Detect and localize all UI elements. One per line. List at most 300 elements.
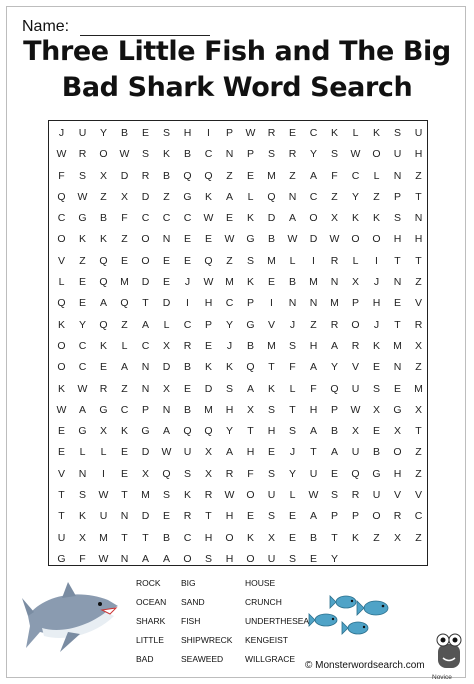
grid-letter[interactable]: G (183, 190, 192, 203)
grid-letter[interactable]: R (393, 510, 402, 523)
grid-letter[interactable]: V (57, 254, 65, 267)
grid-letter[interactable]: Q (162, 467, 171, 480)
grid-letter[interactable]: W (203, 276, 214, 289)
grid-letter[interactable]: K (120, 425, 128, 438)
grid-letter[interactable]: E (120, 446, 128, 459)
grid-letter[interactable]: E (120, 254, 128, 267)
grid-letter[interactable]: S (204, 552, 212, 565)
grid-letter[interactable]: N (162, 403, 171, 416)
grid-letter[interactable]: J (226, 339, 233, 352)
grid-letter[interactable]: X (414, 339, 422, 352)
grid-letter[interactable]: H (267, 425, 276, 438)
grid-letter[interactable]: Q (351, 467, 360, 480)
grid-letter[interactable]: S (393, 127, 401, 139)
grid-letter[interactable]: Z (415, 169, 422, 182)
grid-letter[interactable]: S (78, 169, 86, 182)
grid-letter[interactable]: X (246, 403, 254, 416)
grid-letter[interactable]: W (56, 403, 67, 416)
grid-letter[interactable]: S (246, 254, 254, 267)
grid-letter[interactable]: K (372, 339, 380, 352)
grid-letter[interactable]: A (99, 297, 107, 310)
grid-letter[interactable]: M (309, 276, 318, 289)
grid-letter[interactable]: Z (373, 531, 380, 544)
grid-letter[interactable]: P (330, 510, 338, 523)
grid-letter[interactable]: X (393, 531, 401, 544)
grid-letter[interactable]: J (289, 318, 296, 331)
grid-letter[interactable]: X (414, 403, 422, 416)
grid-letter[interactable]: S (267, 403, 275, 416)
grid-letter[interactable]: R (183, 339, 192, 352)
grid-letter[interactable]: N (288, 190, 297, 203)
grid-letter[interactable]: C (309, 190, 318, 203)
grid-letter[interactable]: J (373, 318, 380, 331)
grid-letter[interactable]: L (58, 276, 65, 289)
grid-letter[interactable]: G (78, 212, 87, 225)
grid-letter[interactable]: Q (99, 276, 108, 289)
grid-letter[interactable]: E (267, 446, 275, 459)
grid-letter[interactable]: K (57, 382, 65, 395)
grid-letter[interactable]: W (308, 489, 319, 502)
grid-letter[interactable]: T (415, 254, 422, 267)
grid-letter[interactable]: N (288, 297, 297, 310)
grid-letter[interactable]: C (120, 403, 129, 416)
grid-letter[interactable]: E (183, 233, 191, 246)
grid-letter[interactable]: S (225, 382, 233, 395)
grid-letter[interactable]: Z (226, 169, 233, 182)
grid-letter[interactable]: K (351, 212, 359, 225)
grid-letter[interactable]: C (78, 339, 87, 352)
grid-letter[interactable]: E (183, 254, 191, 267)
grid-letter[interactable]: Q (267, 190, 276, 203)
grid-letter[interactable]: R (204, 489, 213, 502)
grid-letter[interactable]: O (372, 148, 381, 161)
grid-letter[interactable]: M (204, 403, 213, 416)
grid-letter[interactable]: T (142, 531, 149, 544)
grid-letter[interactable]: V (57, 467, 65, 480)
grid-letter[interactable]: O (99, 148, 108, 161)
grid-letter[interactable]: E (246, 510, 254, 523)
grid-letter[interactable]: C (204, 148, 213, 161)
grid-letter[interactable]: S (183, 467, 191, 480)
grid-letter[interactable]: L (247, 190, 254, 203)
grid-letter[interactable]: T (121, 489, 128, 502)
grid-letter[interactable]: N (141, 361, 150, 374)
grid-letter[interactable]: X (372, 403, 380, 416)
grid-letter[interactable]: Q (99, 254, 108, 267)
grid-letter[interactable]: V (414, 489, 422, 502)
grid-letter[interactable]: H (309, 339, 318, 352)
grid-letter[interactable]: F (331, 169, 338, 182)
grid-letter[interactable]: Q (204, 169, 213, 182)
grid-letter[interactable]: R (225, 467, 234, 480)
grid-letter[interactable]: C (183, 318, 192, 331)
grid-letter[interactable]: R (288, 148, 297, 161)
grid-letter[interactable]: E (57, 425, 65, 438)
grid-letter[interactable]: R (267, 127, 276, 139)
grid-letter[interactable]: D (309, 233, 318, 246)
grid-letter[interactable]: C (78, 361, 87, 374)
grid-letter[interactable]: R (351, 339, 360, 352)
grid-letter[interactable]: A (330, 339, 338, 352)
grid-letter[interactable]: E (162, 510, 170, 523)
grid-letter[interactable]: X (162, 339, 170, 352)
grid-letter[interactable]: N (120, 552, 129, 565)
grid-letter[interactable]: U (393, 148, 402, 161)
grid-letter[interactable]: B (246, 339, 254, 352)
grid-letter[interactable]: X (351, 276, 359, 289)
grid-letter[interactable]: H (414, 233, 423, 246)
grid-letter[interactable]: U (351, 446, 360, 459)
grid-letter[interactable]: A (309, 425, 317, 438)
grid-letter[interactable]: C (414, 510, 423, 523)
grid-letter[interactable]: K (246, 531, 254, 544)
grid-letter[interactable]: K (267, 382, 275, 395)
grid-letter[interactable]: R (183, 510, 192, 523)
grid-letter[interactable]: P (351, 510, 359, 523)
grid-letter[interactable]: M (414, 382, 423, 395)
grid-letter[interactable]: Y (225, 425, 233, 438)
grid-letter[interactable]: Z (121, 318, 128, 331)
grid-letter[interactable]: B (330, 425, 338, 438)
grid-letter[interactable]: G (393, 403, 402, 416)
grid-letter[interactable]: Q (57, 190, 66, 203)
grid-letter[interactable]: A (225, 446, 233, 459)
grid-letter[interactable]: X (99, 425, 107, 438)
grid-letter[interactable]: Q (120, 297, 129, 310)
grid-letter[interactable]: G (78, 425, 87, 438)
grid-letter[interactable]: G (246, 233, 255, 246)
grid-letter[interactable]: E (204, 339, 212, 352)
grid-letter[interactable]: C (162, 212, 171, 225)
grid-letter[interactable]: Y (309, 148, 317, 161)
grid-letter[interactable]: F (310, 382, 317, 395)
grid-letter[interactable]: B (183, 148, 191, 161)
grid-letter[interactable]: E (57, 446, 65, 459)
grid-letter[interactable]: U (414, 127, 423, 139)
grid-letter[interactable]: V (393, 489, 401, 502)
grid-letter[interactable]: L (121, 339, 128, 352)
grid-letter[interactable]: I (207, 127, 210, 139)
grid-letter[interactable]: L (289, 382, 296, 395)
grid-letter[interactable]: X (204, 467, 212, 480)
grid-letter[interactable]: V (267, 318, 275, 331)
grid-letter[interactable]: W (56, 148, 67, 161)
grid-letter[interactable]: O (141, 254, 150, 267)
grid-letter[interactable]: O (183, 552, 192, 565)
grid-letter[interactable]: N (414, 212, 423, 225)
grid-letter[interactable]: Q (183, 425, 192, 438)
grid-letter[interactable]: X (267, 531, 275, 544)
grid-letter[interactable]: E (330, 467, 338, 480)
grid-letter[interactable]: E (204, 233, 212, 246)
grid-letter[interactable]: C (57, 212, 66, 225)
grid-letter[interactable]: N (309, 297, 318, 310)
grid-letter[interactable]: X (78, 531, 86, 544)
grid-letter[interactable]: A (162, 552, 170, 565)
grid-letter[interactable]: Z (310, 318, 317, 331)
grid-letter[interactable]: P (246, 148, 254, 161)
grid-letter[interactable]: E (120, 467, 128, 480)
grid-letter[interactable]: Y (225, 318, 233, 331)
grid-letter[interactable]: T (289, 403, 296, 416)
grid-letter[interactable]: V (351, 361, 359, 374)
grid-letter[interactable]: T (142, 297, 149, 310)
grid-letter[interactable]: P (351, 297, 359, 310)
grid-letter[interactable]: Q (99, 318, 108, 331)
grid-letter[interactable]: N (393, 169, 402, 182)
grid-letter[interactable]: W (119, 148, 130, 161)
grid-letter[interactable]: L (352, 127, 359, 139)
grid-letter[interactable]: Y (78, 318, 86, 331)
grid-letter[interactable]: M (99, 531, 108, 544)
grid-letter[interactable]: K (246, 212, 254, 225)
grid-letter[interactable]: C (183, 531, 192, 544)
grid-letter[interactable]: T (121, 531, 128, 544)
grid-letter[interactable]: E (162, 276, 170, 289)
grid-letter[interactable]: T (247, 425, 254, 438)
grid-letter[interactable]: H (204, 297, 213, 310)
grid-letter[interactable]: R (78, 148, 87, 161)
grid-letter[interactable]: S (162, 127, 170, 139)
grid-letter[interactable]: L (373, 169, 380, 182)
grid-letter[interactable]: I (312, 254, 315, 267)
grid-letter[interactable]: N (162, 233, 171, 246)
grid-letter[interactable]: Z (121, 233, 128, 246)
grid-letter[interactable]: K (225, 361, 233, 374)
grid-letter[interactable]: A (225, 190, 233, 203)
grid-letter[interactable]: I (102, 467, 105, 480)
grid-letter[interactable]: K (57, 318, 65, 331)
grid-letter[interactable]: K (372, 127, 380, 139)
grid-letter[interactable]: M (267, 169, 276, 182)
grid-letter[interactable]: B (183, 403, 191, 416)
grid-letter[interactable]: E (288, 127, 296, 139)
grid-letter[interactable]: H (225, 403, 234, 416)
grid-letter[interactable]: P (393, 190, 401, 203)
grid-letter[interactable]: L (79, 446, 86, 459)
grid-letter[interactable]: F (79, 552, 86, 565)
grid-letter[interactable]: A (141, 318, 149, 331)
grid-letter[interactable]: A (162, 425, 170, 438)
grid-letter[interactable]: W (350, 148, 361, 161)
grid-letter[interactable]: O (372, 233, 381, 246)
grid-letter[interactable]: M (141, 489, 150, 502)
grid-letter[interactable]: B (162, 169, 170, 182)
grid-letter[interactable]: O (57, 361, 66, 374)
grid-letter[interactable]: Z (415, 276, 422, 289)
grid-letter[interactable]: H (204, 531, 213, 544)
grid-letter[interactable]: Q (204, 425, 213, 438)
grid-letter[interactable]: W (224, 489, 235, 502)
grid-letter[interactable]: O (372, 510, 381, 523)
grid-letter[interactable]: T (310, 446, 317, 459)
grid-letter[interactable]: M (225, 276, 234, 289)
grid-letter[interactable]: T (394, 318, 401, 331)
grid-letter[interactable]: B (288, 276, 296, 289)
grid-letter[interactable]: L (352, 254, 359, 267)
grid-letter[interactable]: L (289, 489, 296, 502)
grid-letter[interactable]: K (204, 361, 212, 374)
grid-letter[interactable]: O (393, 446, 402, 459)
grid-letter[interactable]: G (246, 318, 255, 331)
grid-letter[interactable]: T (58, 489, 65, 502)
grid-letter[interactable]: H (246, 446, 255, 459)
grid-letter[interactable]: R (330, 254, 339, 267)
grid-letter[interactable]: J (289, 446, 296, 459)
grid-letter[interactable]: R (330, 318, 339, 331)
grid-letter[interactable]: Z (121, 382, 128, 395)
grid-letter[interactable]: O (246, 489, 255, 502)
grid-letter[interactable]: T (394, 254, 401, 267)
grid-letter[interactable]: E (372, 425, 380, 438)
grid-letter[interactable]: C (225, 297, 234, 310)
grid-letter[interactable]: V (414, 297, 422, 310)
grid-letter[interactable]: Q (57, 297, 66, 310)
grid-letter[interactable]: Y (288, 467, 296, 480)
grid-letter[interactable]: P (141, 403, 149, 416)
grid-letter[interactable]: R (414, 318, 423, 331)
grid-letter[interactable]: C (309, 127, 318, 139)
grid-letter[interactable]: J (184, 276, 191, 289)
grid-letter[interactable]: E (78, 297, 86, 310)
grid-letter[interactable]: Z (415, 531, 422, 544)
grid-letter[interactable]: N (393, 276, 402, 289)
grid-letter[interactable]: C (183, 212, 192, 225)
grid-letter[interactable]: Q (183, 169, 192, 182)
grid-letter[interactable]: D (204, 382, 213, 395)
grid-letter[interactable]: D (141, 190, 150, 203)
grid-letter[interactable]: K (78, 510, 86, 523)
grid-letter[interactable]: O (351, 233, 360, 246)
grid-letter[interactable]: S (141, 148, 149, 161)
grid-letter[interactable]: S (267, 148, 275, 161)
grid-letter[interactable]: E (183, 382, 191, 395)
grid-letter[interactable]: H (414, 148, 423, 161)
grid-letter[interactable]: E (78, 276, 86, 289)
grid-letter[interactable]: P (204, 318, 212, 331)
grid-letter[interactable]: W (77, 382, 88, 395)
grid-letter[interactable]: P (225, 127, 233, 139)
grid-letter[interactable]: G (372, 467, 381, 480)
grid-letter[interactable]: Z (79, 254, 86, 267)
grid-letter[interactable]: X (393, 425, 401, 438)
grid-letter[interactable]: G (141, 425, 150, 438)
grid-letter[interactable]: S (162, 489, 170, 502)
grid-letter[interactable]: S (78, 489, 86, 502)
grid-letter[interactable]: X (120, 190, 128, 203)
grid-letter[interactable]: N (225, 148, 234, 161)
grid-letter[interactable]: W (245, 127, 256, 139)
grid-letter[interactable]: A (330, 446, 338, 459)
grid-letter[interactable]: Q (330, 382, 339, 395)
grid-letter[interactable]: K (162, 148, 170, 161)
grid-letter[interactable]: D (267, 212, 276, 225)
grid-letter[interactable]: H (393, 233, 402, 246)
grid-letter[interactable]: E (141, 127, 149, 139)
grid-letter[interactable]: L (163, 318, 170, 331)
grid-letter[interactable]: R (351, 489, 360, 502)
grid-letter[interactable]: Y (99, 127, 107, 139)
grid-letter[interactable]: C (351, 169, 360, 182)
grid-letter[interactable]: B (99, 212, 107, 225)
grid-letter[interactable]: W (287, 233, 298, 246)
grid-letter[interactable]: B (120, 127, 128, 139)
grid-letter[interactable]: O (225, 531, 234, 544)
grid-letter[interactable]: S (330, 148, 338, 161)
grid-letter[interactable]: T (58, 510, 65, 523)
grid-letter[interactable]: M (267, 254, 276, 267)
grid-letter[interactable]: G (99, 403, 108, 416)
grid-letter[interactable]: D (120, 169, 129, 182)
grid-letter[interactable]: Y (351, 190, 359, 203)
grid-letter[interactable]: O (246, 552, 255, 565)
grid-letter[interactable]: Z (415, 467, 422, 480)
grid-letter[interactable]: S (330, 489, 338, 502)
grid-letter[interactable]: U (351, 382, 360, 395)
grid-letter[interactable]: I (270, 297, 273, 310)
grid-letter[interactable]: P (246, 297, 254, 310)
grid-letter[interactable]: U (267, 552, 276, 565)
grid-letter[interactable]: F (58, 169, 65, 182)
grid-letter[interactable]: U (78, 127, 87, 139)
grid-letter[interactable]: S (288, 425, 296, 438)
grid-letter[interactable]: N (330, 276, 339, 289)
grid-letter[interactable]: U (309, 467, 318, 480)
grid-letter[interactable]: Z (289, 169, 296, 182)
grid-letter[interactable]: Z (163, 190, 170, 203)
grid-letter[interactable]: J (373, 276, 380, 289)
grid-letter[interactable]: A (141, 552, 149, 565)
grid-letter[interactable]: E (309, 552, 317, 565)
grid-letter[interactable]: O (141, 233, 150, 246)
grid-letter[interactable]: Z (100, 190, 107, 203)
grid-letter[interactable]: X (141, 467, 149, 480)
grid-letter[interactable]: T (268, 361, 275, 374)
grid-letter[interactable]: O (57, 339, 66, 352)
grid-letter[interactable]: D (141, 276, 150, 289)
grid-letter[interactable]: B (372, 446, 380, 459)
grid-letter[interactable]: A (309, 510, 317, 523)
grid-letter[interactable]: D (141, 446, 150, 459)
grid-letter[interactable]: Z (415, 446, 422, 459)
grid-letter[interactable]: K (183, 489, 191, 502)
grid-letter[interactable]: E (393, 382, 401, 395)
grid-letter[interactable]: T (415, 425, 422, 438)
grid-letter[interactable]: L (289, 254, 296, 267)
grid-letter[interactable]: O (351, 318, 360, 331)
grid-letter[interactable]: M (330, 297, 339, 310)
grid-letter[interactable]: Z (331, 190, 338, 203)
grid-letter[interactable]: S (288, 339, 296, 352)
grid-letter[interactable]: C (141, 212, 150, 225)
grid-letter[interactable]: H (225, 552, 234, 565)
grid-letter[interactable]: W (224, 233, 235, 246)
grid-letter[interactable]: Q (246, 361, 255, 374)
grid-letter[interactable]: N (141, 382, 150, 395)
grid-letter[interactable]: M (393, 339, 402, 352)
grid-letter[interactable]: N (78, 467, 87, 480)
grid-letter[interactable]: U (183, 446, 192, 459)
grid-letter[interactable]: E (267, 276, 275, 289)
grid-letter[interactable]: T (331, 531, 338, 544)
grid-letter[interactable]: C (141, 339, 150, 352)
grid-letter[interactable]: R (141, 169, 150, 182)
grid-letter[interactable]: N (393, 361, 402, 374)
grid-letter[interactable]: W (98, 489, 109, 502)
grid-letter[interactable]: M (120, 276, 129, 289)
grid-letter[interactable]: P (330, 403, 338, 416)
grid-letter[interactable]: Z (373, 190, 380, 203)
